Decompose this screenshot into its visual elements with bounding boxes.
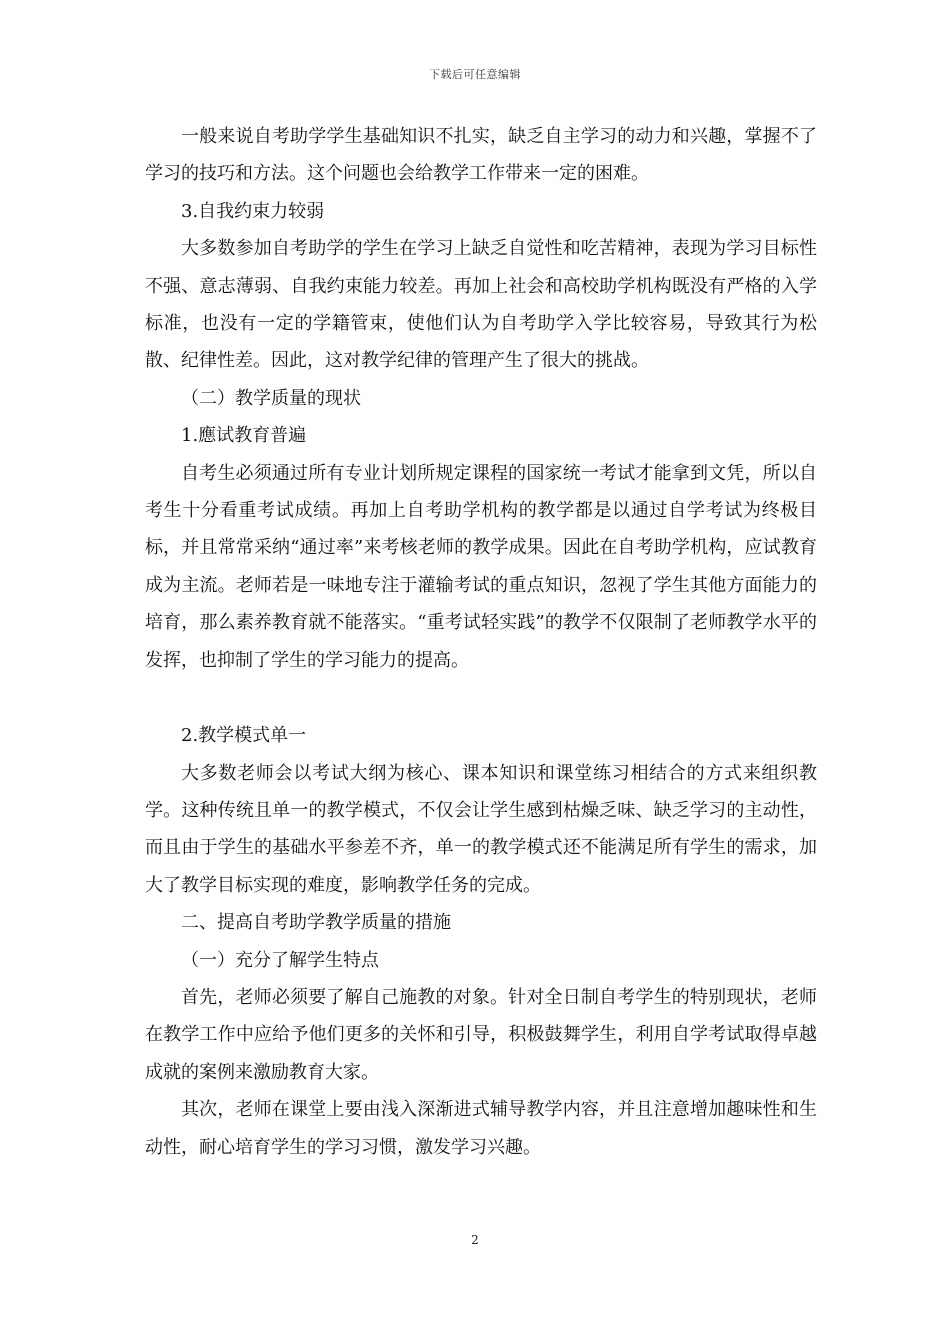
section-heading: （二）教学质量的现状 <box>181 387 361 409</box>
paragraph: 首先，老师必须要了解自己施教的对象。针对全日制自考学生的特别现状，老师在教学工作中应给予他们更多的关怀和引导，积极鼓舞学生，利用自学考试取得卓越成就的案例来激励教育大家。 <box>145 986 817 1083</box>
paragraph: 一般来说自考助学学生基础知识不扎实，缺乏自主学习的动力和兴趣，掌握不了学习的技巧和方法。这个问题也会给教学工作带来一定的困难。 <box>145 126 817 185</box>
document-body <box>145 118 817 1166</box>
page-header: 下载后可任意编辑 <box>429 68 521 81</box>
paragraph: 大多数老师会以考试大纲为核心、课本知识和课堂练习相结合的方式来组织教学。这种传统且单一的教学模式，不仅会让学生感到枯燥乏味、缺乏学习的主动性，而且由于学生的基础水平参差不齐，单一的教学模式还不能满足所有学生的需求，加大了教学目标实现的难度，影响教学任务的完成。 <box>145 762 817 896</box>
page-number: 2 <box>471 1233 479 1247</box>
section-heading: 1.應试教育普遍 <box>181 425 307 447</box>
paragraph: 大多数参加自考助学的学生在学习上缺乏自觉性和吃苦精神，表现为学习目标性不强、意志薄弱、自我约束能力较差。再加上社会和高校助学机构既没有严格的入学标准，也没有一定的学籍管束，使他们认为自考助学入学比较容易，导致其行为松散、纪律性差。因此，这对教学纪律的管理产生了很大的挑战。 <box>145 238 817 372</box>
paragraph: 自考生必须通过所有专业计划所规定课程的国家统一考试才能拿到文凭，所以自考生十分看重考试成绩。再加上自考助学机构的教学都是以通过自学考试为终极目标，并且常常采纳“通过率”来考核老师的教学成果。因此在自考助学机构，应试教育成为主流。老师若是一味地专注于灌输考试的重点知识，忽视了学生其他方面能力的培育，那么素养教育就不能落实。“重考试轻实践”的教学不仅限制了老师教学水平的发挥，也抑制了学生的学习能力的提高。 <box>145 462 817 671</box>
section-heading: 二、提高自考助学教学质量的措施 <box>181 912 451 934</box>
section-heading: 3.自我约束力较弱 <box>181 200 325 222</box>
section-heading: 2.教学模式单一 <box>181 725 307 747</box>
section-heading: （一）充分了解学生特点 <box>181 949 379 971</box>
paragraph: 其次，老师在课堂上要由浅入深渐进式辅导教学内容，并且注意增加趣味性和生动性，耐心培育学生的学习习惯，激发学习兴趣。 <box>145 1099 817 1158</box>
